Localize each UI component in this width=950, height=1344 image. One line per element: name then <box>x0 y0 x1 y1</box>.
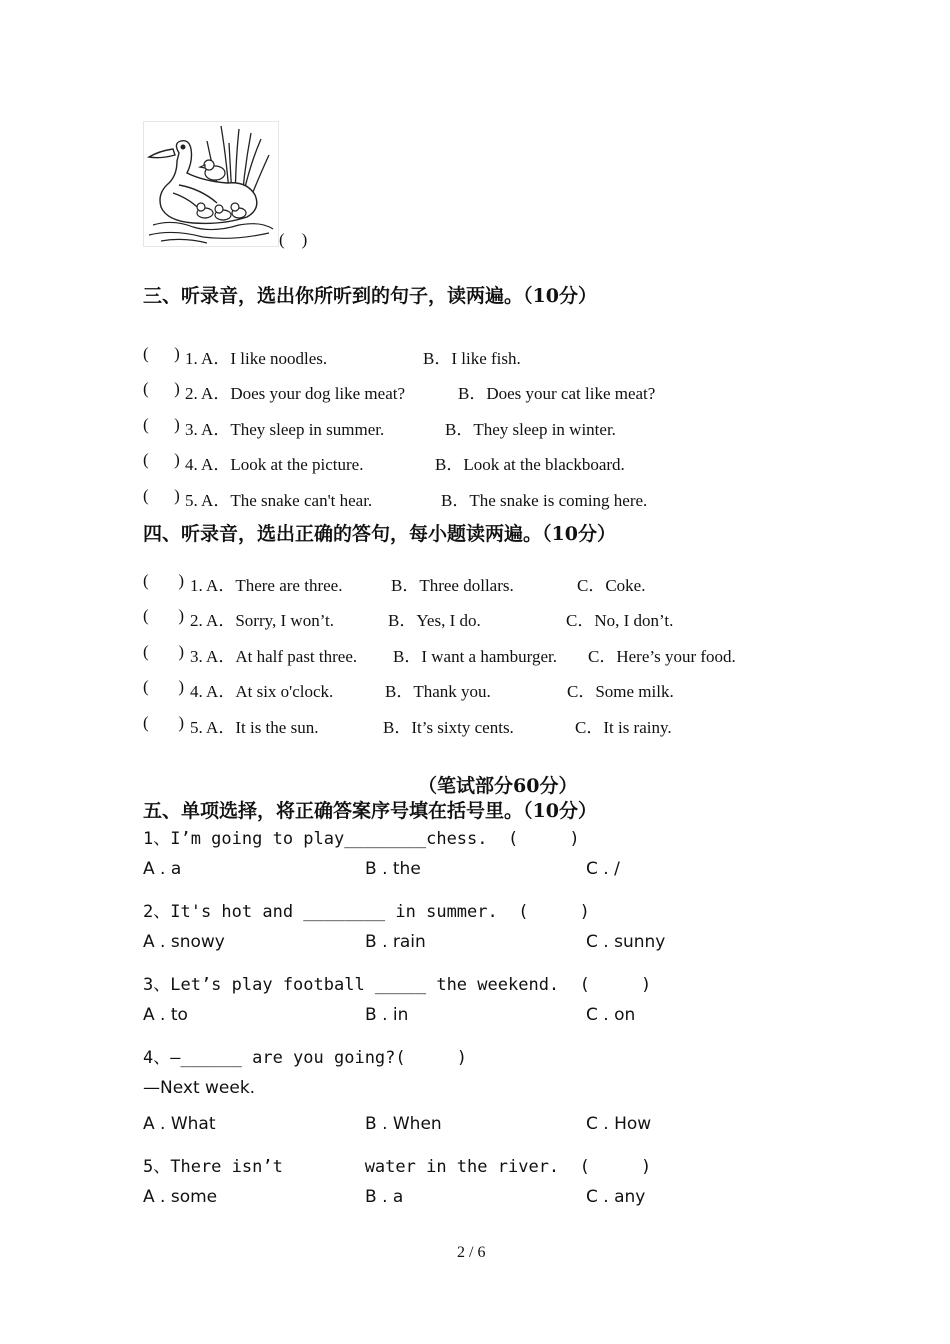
s4-item4-paren: ( ) <box>143 677 185 696</box>
s3-item5-paren: ( ) <box>143 486 180 505</box>
page-number: 2 / 6 <box>457 1244 486 1261</box>
s3-item4-b: B．Look at the blackboard. <box>435 455 625 474</box>
s5-q5-c: C . any <box>586 1187 646 1207</box>
s3-item1-b: B．I like fish. <box>423 349 521 368</box>
s4-item2-a: 2. A．Sorry, I won’t. <box>190 611 335 630</box>
s4-item5-c: C．It is rainy. <box>575 718 672 737</box>
s4-item2-b: B．Yes, I do. <box>388 611 481 630</box>
s5-q5-b: B . a <box>365 1187 404 1207</box>
s3-item3-b: B．They sleep in winter. <box>445 420 616 439</box>
s5-q4-reply: —Next week. <box>143 1078 256 1098</box>
s3-item2-a: 2. A．Does your dog like meat? <box>185 384 406 403</box>
s3-item3-paren: ( ) <box>143 415 180 434</box>
s4-item5-a: 5. A．It is the sun. <box>190 718 319 737</box>
s4-item1-a: 1. A．There are three. <box>190 576 343 595</box>
s5-q3-c: C . on <box>586 1005 636 1025</box>
s3-item2-paren: ( ) <box>143 379 180 398</box>
s4-item3-b: B．I want a hamburger. <box>393 647 557 666</box>
s4-item5-paren: ( ) <box>143 713 185 732</box>
s5-q3-a: A . to <box>143 1005 188 1025</box>
s5-q4: 4、—______ are you going?( ) <box>143 1048 468 1068</box>
s4-item1-c: C．Coke. <box>577 576 646 595</box>
s3-item4-paren: ( ) <box>143 450 180 469</box>
s5-q2-b: B . rain <box>365 932 426 952</box>
s3-item1-paren: ( ) <box>143 344 180 363</box>
s5-q1-b: B . the <box>365 859 421 879</box>
s4-item3-a: 3. A．At half past three. <box>190 647 358 666</box>
s5-q3: 3、Let’s play football _____ the weekend. ( ) <box>143 975 652 995</box>
s5-q4-b: B . When <box>365 1114 442 1134</box>
s4-item4-b: B．Thank you. <box>385 682 491 701</box>
s3-item1-a: 1. A．I like noodles. <box>185 349 328 368</box>
s3-item4-a: 4. A．Look at the picture. <box>185 455 364 474</box>
s3-item5-a: 5. A．The snake can't hear. <box>185 491 373 510</box>
s5-q2: 2、It's hot and ________ in summer. ( ) <box>143 902 590 922</box>
s5-q5-a: A . some <box>143 1187 218 1207</box>
s5-q2-a: A . snowy <box>143 932 225 952</box>
s4-item1-b: B．Three dollars. <box>391 576 514 595</box>
section5-heading: 五、单项选择，将正确答案序号填在括号里。（10分） <box>143 800 597 822</box>
image-answer-paren: ( ) <box>279 230 308 249</box>
s4-item2-paren: ( ) <box>143 606 185 625</box>
duck-illustration <box>143 121 279 247</box>
s3-item5-b: B．The snake is coming here. <box>441 491 648 510</box>
s4-item3-paren: ( ) <box>143 642 185 661</box>
s4-item4-a: 4. A．At six o'clock. <box>190 682 334 701</box>
s5-q2-c: C . sunny <box>586 932 666 952</box>
s3-item2-b: B．Does your cat like meat? <box>458 384 656 403</box>
s5-q5: 5、There isn’t water in the river. ( ) <box>143 1157 652 1177</box>
s5-q4-c: C . How <box>586 1114 652 1134</box>
s5-q1-a: A . a <box>143 859 182 879</box>
s4-item1-paren: ( ) <box>143 571 185 590</box>
section3-heading: 三、听录音，选出你所听到的句子，读两遍。（10分） <box>143 285 597 307</box>
s4-item3-c: C．Here’s your food. <box>588 647 736 666</box>
s4-item2-c: C．No, I don’t. <box>566 611 674 630</box>
s5-q4-a: A . What <box>143 1114 216 1134</box>
s5-q3-b: B . in <box>365 1005 409 1025</box>
section4-heading: 四、听录音，选出正确的答句，每小题读两遍。（10分） <box>143 523 616 545</box>
s3-item3-a: 3. A．They sleep in summer. <box>185 420 385 439</box>
s4-item4-c: C．Some milk. <box>567 682 674 701</box>
s5-q1: 1、I’m going to play________chess. ( ) <box>143 829 580 849</box>
s5-q1-c: C . / <box>586 859 620 879</box>
s4-item5-b: B．It’s sixty cents. <box>383 718 514 737</box>
written-part-title: （笔试部分60分） <box>418 775 578 797</box>
